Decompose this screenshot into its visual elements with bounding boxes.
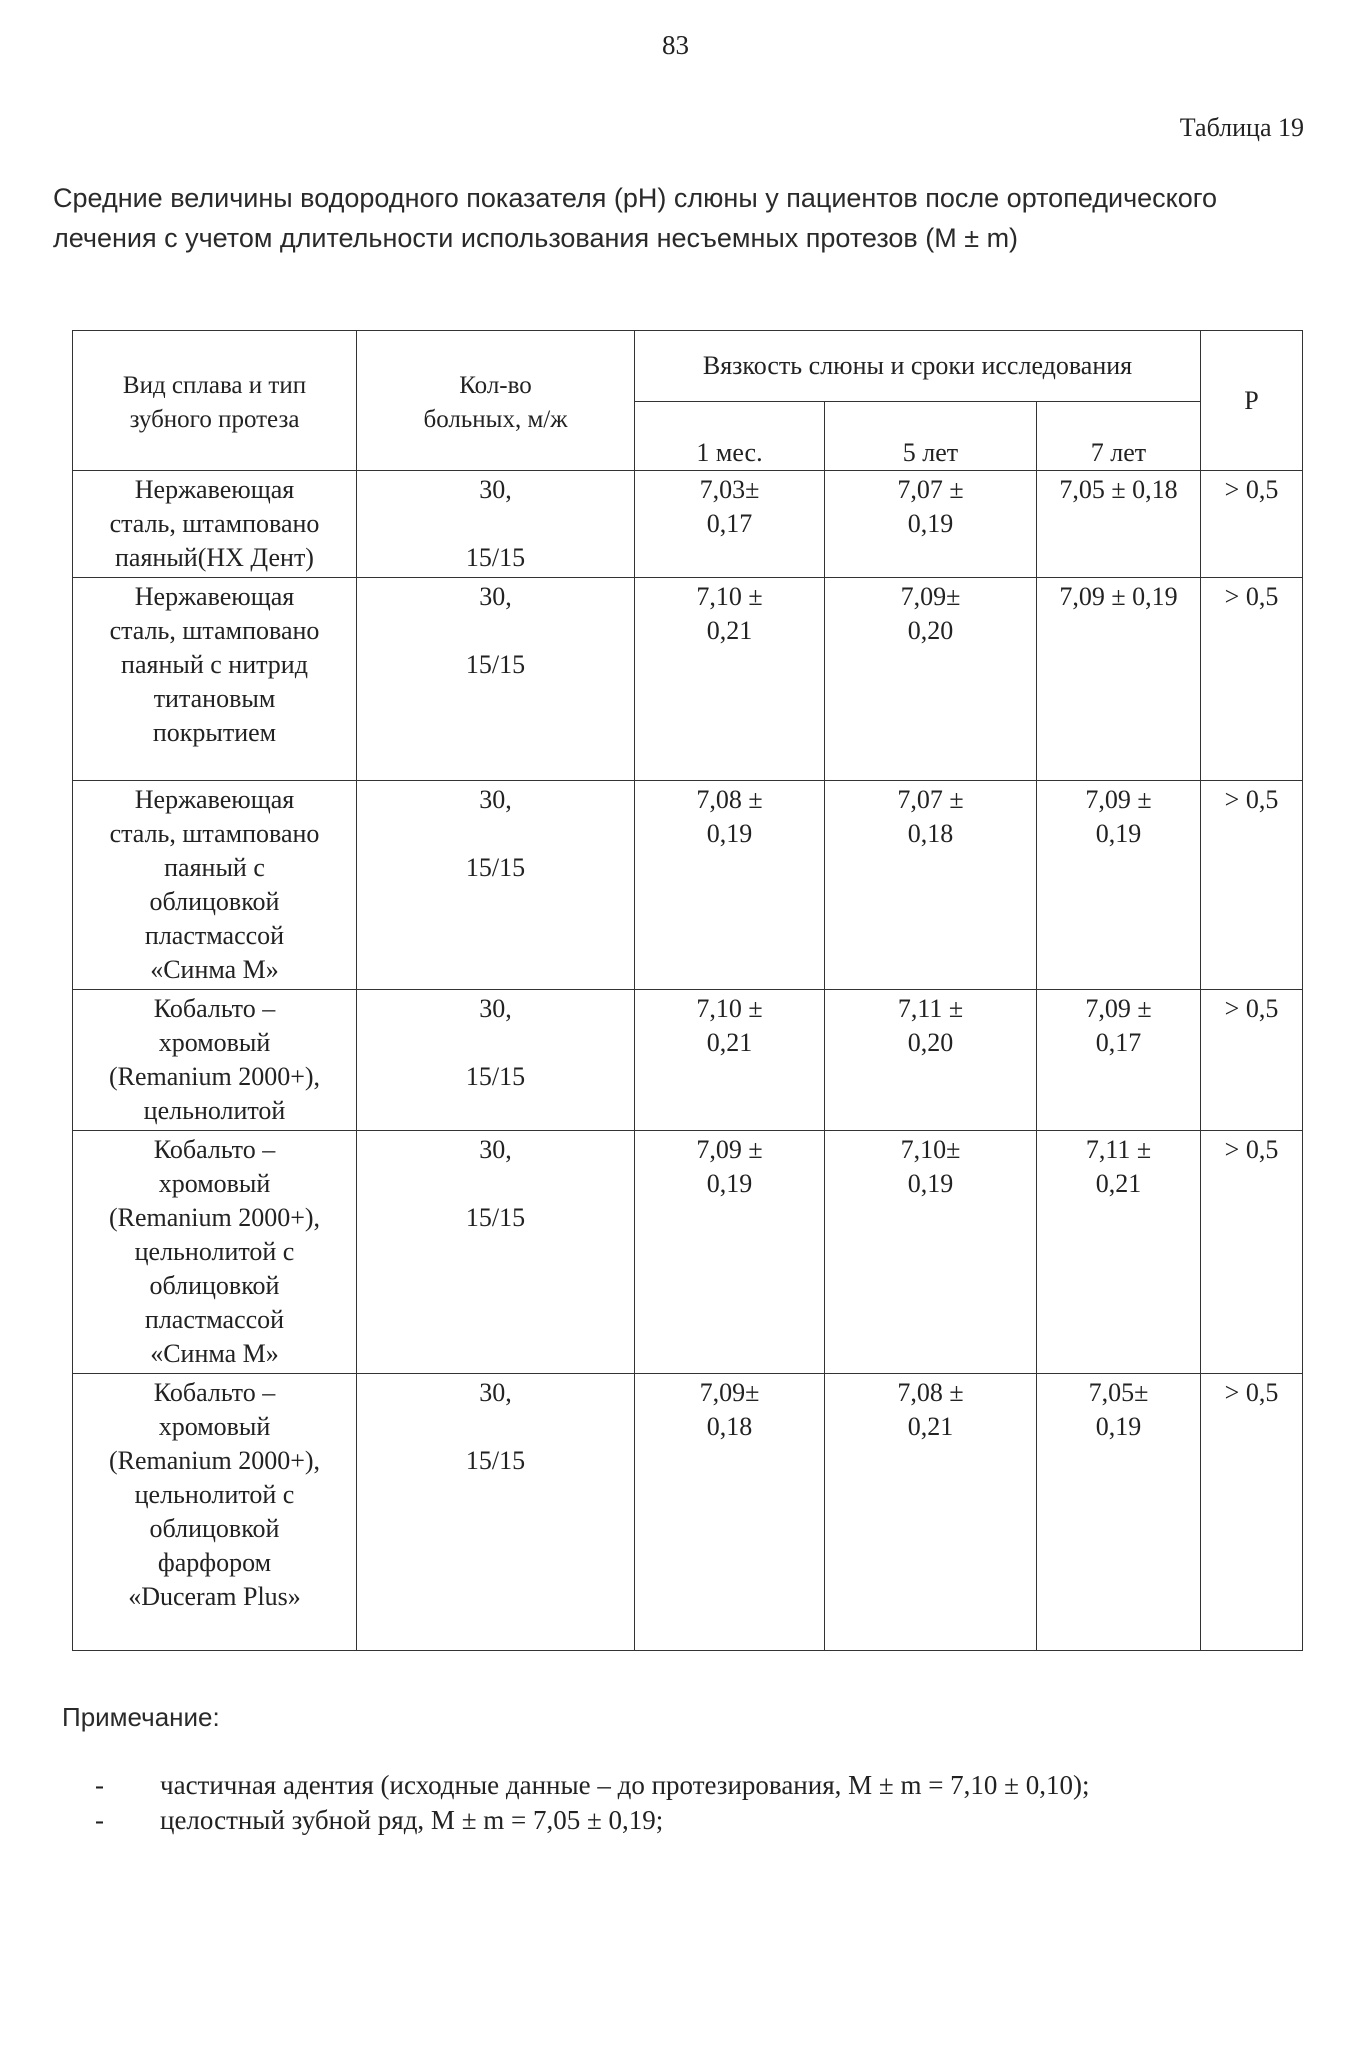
p-value: > 0,5 [1201,578,1303,781]
value-5-years: 7,11 ± 0,20 [825,990,1037,1131]
header-count: Кол-во больных, м/ж [357,331,635,471]
table-caption: Средние величины водородного показателя (pH) слюны у пациентов после ортопедического лечения с учетом длительности использования несъемных протезов (М ± m) [53,183,1218,253]
table-header-row [73,331,1303,402]
value-5-years: 7,10± 0,19 [825,1131,1037,1374]
alloy-cell: Кобальто – хромовый (Remanium 2000+), цельнолитой с облицовкой пластмассой «Синма М» [73,1131,357,1374]
value-1-month: 7,09± 0,18 [635,1374,825,1651]
page-number: 83 [662,30,689,60]
p-value: > 0,5 [1201,990,1303,1131]
note-item [95,1803,1089,1838]
value-1-month: 7,09 ± 0,19 [635,1131,825,1374]
note-item [95,1768,1089,1803]
value-7-years: 7,09 ± 0,17 [1037,990,1201,1131]
ph-table [72,330,1303,1651]
header-p: P [1201,331,1303,471]
count-cell: 30, 15/15 [357,1374,635,1651]
note-text: целостный зубной ряд, М ± m = 7,05 ± 0,19; [160,1805,664,1835]
count-cell: 30, 15/15 [357,471,635,578]
value-5-years: 7,08 ± 0,21 [825,1374,1037,1651]
table-row [73,471,1303,578]
alloy-cell: Нержавеющая сталь, штамповано паяный(НХ Дент) [73,471,357,578]
table-row [73,1131,1303,1374]
value-5-years: 7,09± 0,20 [825,578,1037,781]
table-row [73,781,1303,990]
table-row [73,990,1303,1131]
note-text: частичная адентия (исходные данные – до протезирования, М ± m = 7,10 ± 0,10); [160,1770,1090,1800]
p-value: > 0,5 [1201,1131,1303,1374]
notes-list [95,1768,1089,1838]
p-value: > 0,5 [1201,1374,1303,1651]
count-cell: 30, 15/15 [357,578,635,781]
note-dash: - [95,1770,104,1800]
table-label: Таблица 19 [1179,113,1304,142]
header-5-years: 5 лет [825,402,1037,471]
value-1-month: 7,08 ± 0,19 [635,781,825,990]
alloy-cell: Нержавеющая сталь, штамповано паяный с облицовкой пластмассой «Синма М» [73,781,357,990]
header-1-month: 1 мес. [635,402,825,471]
value-1-month: 7,10 ± 0,21 [635,990,825,1131]
note-dash: - [95,1805,104,1835]
count-cell: 30, 15/15 [357,1131,635,1374]
value-7-years: 7,05± 0,19 [1037,1374,1201,1651]
header-viscosity: Вязкость слюны и сроки исследования [635,331,1201,402]
count-cell: 30, 15/15 [357,781,635,990]
p-value: > 0,5 [1201,781,1303,990]
value-7-years: 7,09 ± 0,19 [1037,578,1201,781]
p-value: > 0,5 [1201,471,1303,578]
header-alloy: Вид сплава и тип зубного протеза [73,331,357,471]
value-5-years: 7,07 ± 0,19 [825,471,1037,578]
value-7-years: 7,05 ± 0,18 [1037,471,1201,578]
value-1-month: 7,10 ± 0,21 [635,578,825,781]
alloy-cell: Кобальто – хромовый (Remanium 2000+), цельнолитой с облицовкой фарфором «Duceram Plus» [73,1374,357,1651]
alloy-cell: Кобальто – хромовый (Remanium 2000+), цельнолитой [73,990,357,1131]
table-row [73,1374,1303,1651]
alloy-cell: Нержавеющая сталь, штамповано паяный с нитрид титановым покрытием [73,578,357,781]
header-7-years: 7 лет [1037,402,1201,471]
table-row [73,578,1303,781]
value-7-years: 7,09 ± 0,19 [1037,781,1201,990]
count-cell: 30, 15/15 [357,990,635,1131]
note-title: Примечание: [62,1702,220,1732]
value-7-years: 7,11 ± 0,21 [1037,1131,1201,1374]
value-5-years: 7,07 ± 0,18 [825,781,1037,990]
value-1-month: 7,03± 0,17 [635,471,825,578]
